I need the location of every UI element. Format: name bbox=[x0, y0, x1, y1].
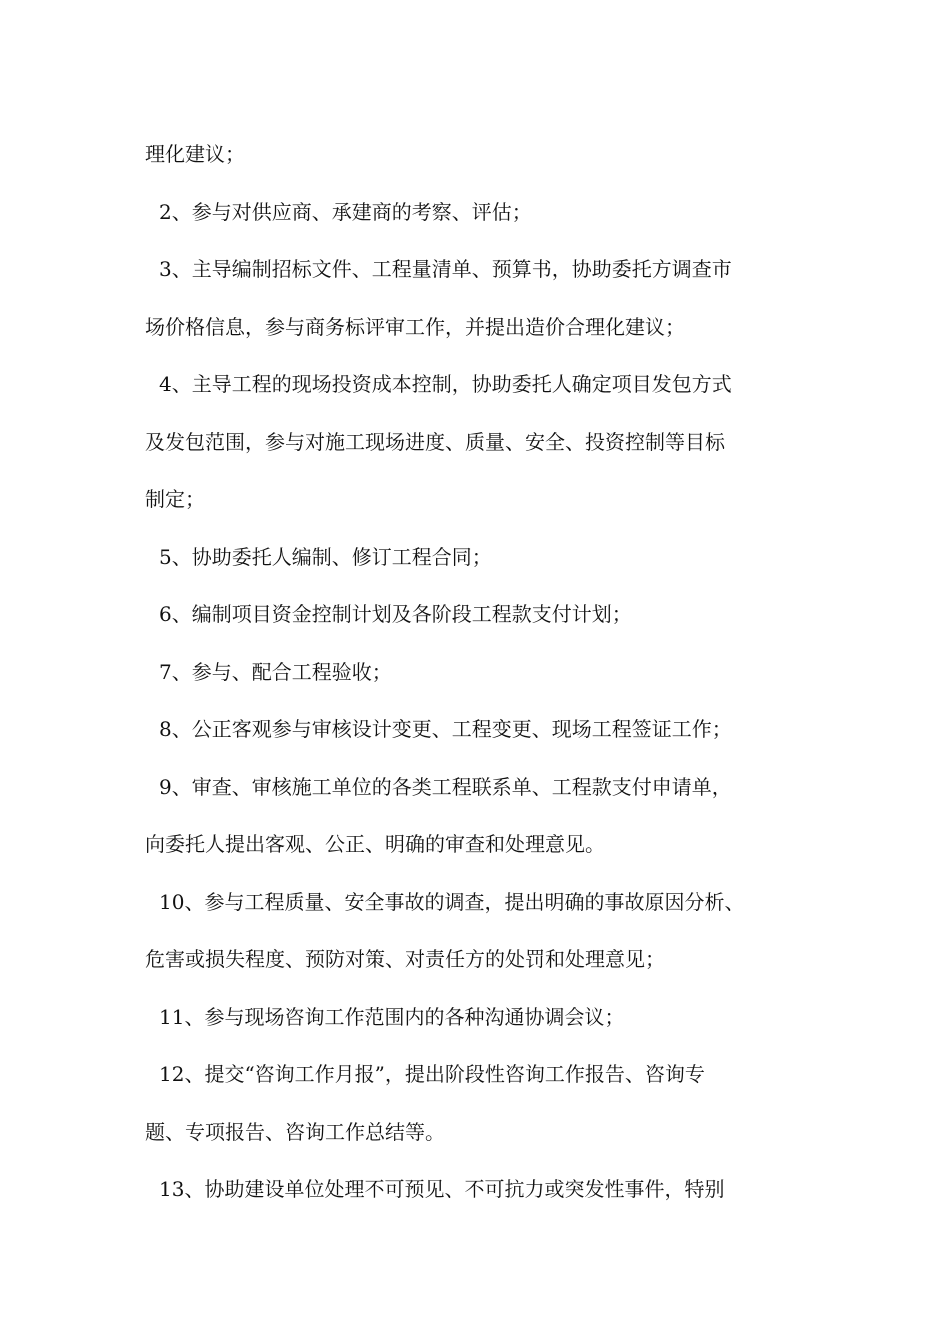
list-item-5: 5、协助委托人编制、修订工程合同； bbox=[159, 544, 492, 569]
list-item-8: 8、公正客观参与审核设计变更、工程变更、现场工程签证工作； bbox=[159, 717, 732, 741]
text-line: 理化建议； bbox=[145, 142, 245, 166]
list-item-3: 3、主导编制招标文件、工程量清单、预算书，协助委托方调查市 bbox=[159, 257, 732, 281]
list-item-2: 2、参与对供应商、承建商的考察、评估； bbox=[159, 199, 532, 224]
list-item-11: 11、参与现场咨询工作范围内的各种沟通协调会议； bbox=[159, 1004, 625, 1029]
list-item-6: 6、编制项目资金控制计划及各阶段工程款支付计划； bbox=[159, 602, 632, 626]
text-line: 危害或损失程度、预防对策、对责任方的处罚和处理意见； bbox=[145, 947, 665, 971]
text-line: 场价格信息，参与商务标评审工作，并提出造价合理化建议； bbox=[145, 314, 685, 339]
list-item-4: 4、主导工程的现场投资成本控制，协助委托人确定项目发包方式 bbox=[159, 372, 732, 396]
document-body bbox=[145, 126, 815, 1219]
text-line: 制定； bbox=[145, 487, 205, 511]
list-item-9: 9、审查、审核施工单位的各类工程联系单、工程款支付申请单， bbox=[159, 774, 732, 799]
list-item-13: 13、协助建设单位处理不可预见、不可抗力或突发性事件，特别 bbox=[159, 1177, 725, 1201]
text-line: 及发包范围，参与对施工现场进度、质量、安全、投资控制等目标 bbox=[145, 429, 725, 454]
text-line: 题、专项报告、咨询工作总结等。 bbox=[145, 1119, 445, 1144]
list-item-10: 10、参与工程质量、安全事故的调查，提出明确的事故原因分析、 bbox=[159, 889, 745, 914]
list-item-7: 7、参与、配合工程验收； bbox=[159, 659, 392, 684]
list-item-12: 12、提交“咨询工作月报”，提出阶段性咨询工作报告、咨询专 bbox=[159, 1062, 705, 1086]
text-line: 向委托人提出客观、公正、明确的审查和处理意见。 bbox=[145, 832, 605, 856]
